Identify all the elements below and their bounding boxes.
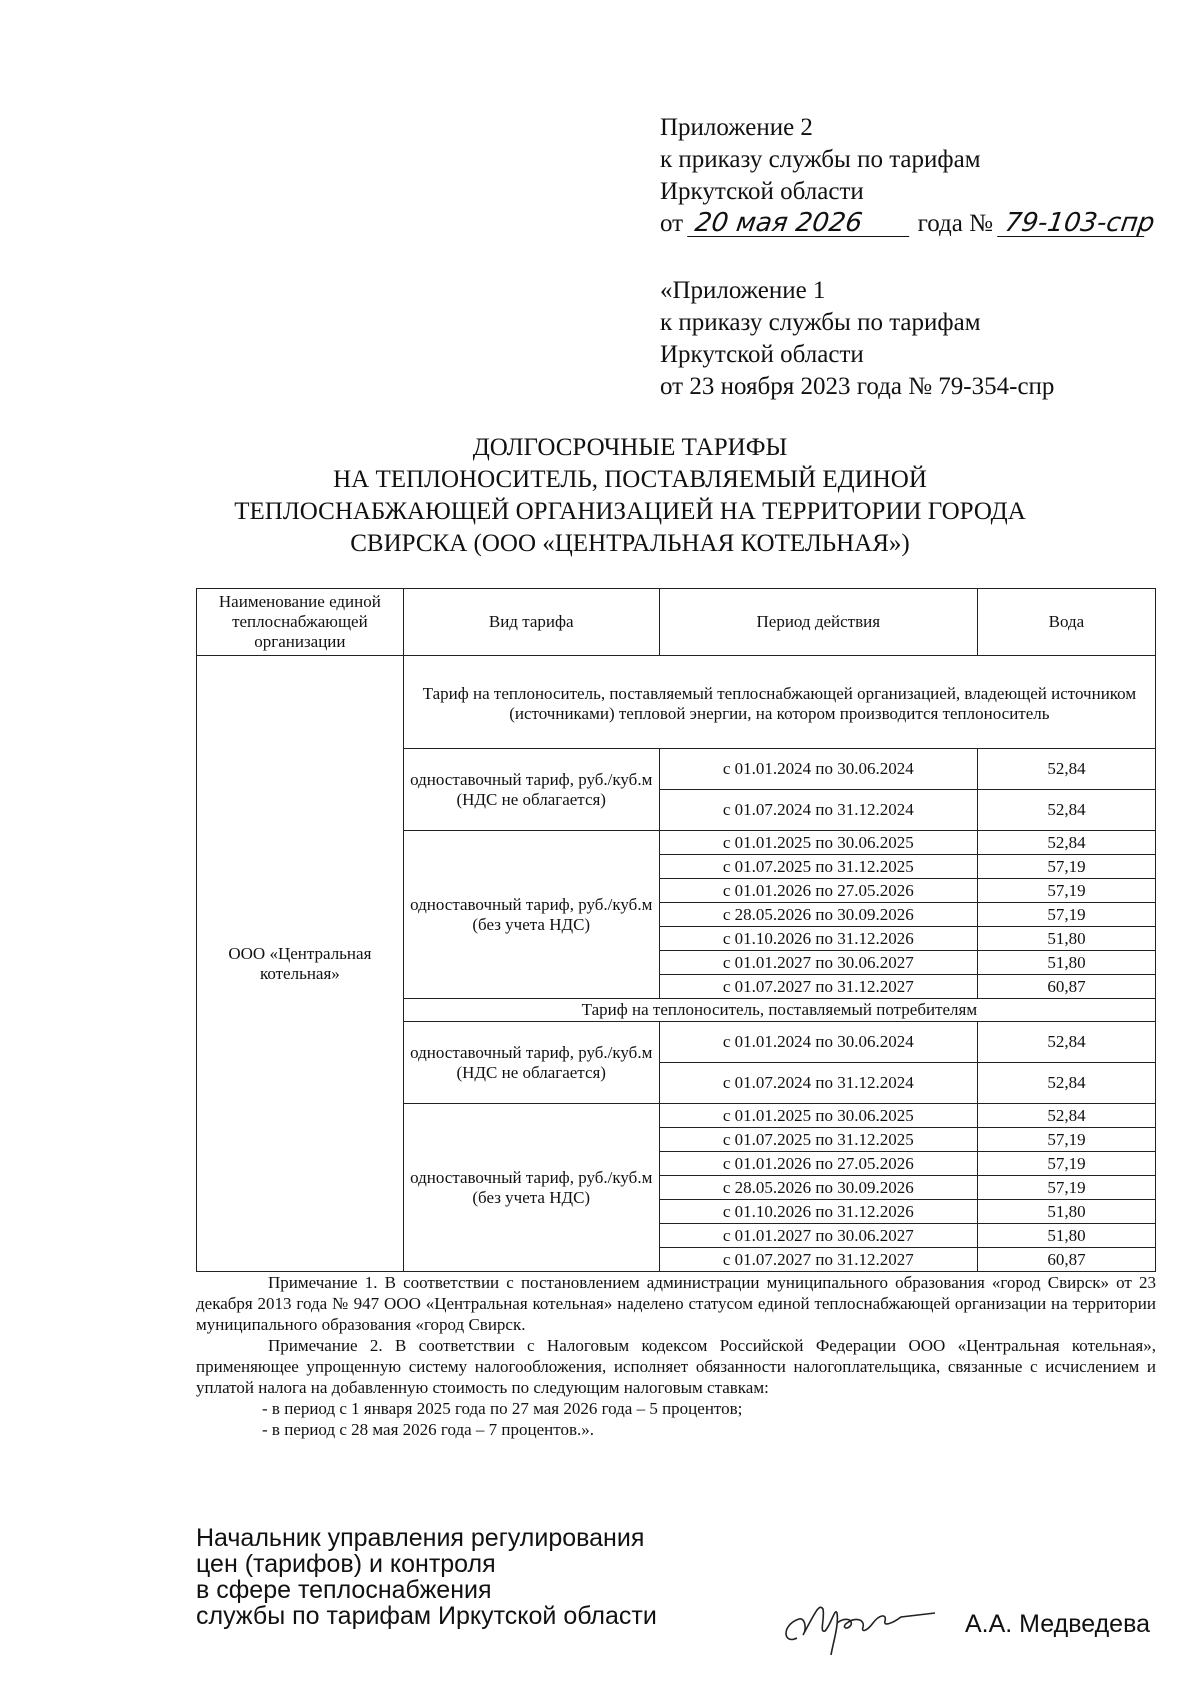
tariff-table — [196, 588, 1156, 1272]
signer-name: А.А. Медведева — [965, 1610, 1150, 1638]
tariff-type-cell: одноставочный тариф, руб./куб.м (без учета НДС) — [403, 1104, 659, 1272]
water-value-cell: 60,87 — [977, 1248, 1155, 1272]
period-cell: с 01.01.2025 по 30.06.2025 — [659, 1104, 977, 1128]
period-cell: с 01.01.2027 по 30.06.2027 — [659, 951, 977, 975]
note-2: Примечание 2. В соответствии с Налоговым кодексом Российской Федерации ООО «Центральная котельная», применяющее упрощенную систему налогообложения, исполняет обязанности налогоплательщика, связанные с исчислением и уплатой налога на добавленную стоимость по следующим налоговым ставкам: — [196, 1336, 1156, 1397]
water-value-cell: 52,84 — [977, 1104, 1155, 1128]
water-value-cell: 51,80 — [977, 927, 1155, 951]
water-value-cell: 52,84 — [977, 831, 1155, 855]
document-title — [180, 432, 1080, 560]
appendix-2-line-2: к приказу службы по тарифам — [660, 146, 981, 173]
period-cell: с 01.10.2026 по 31.12.2026 — [659, 1200, 977, 1224]
period-cell: с 01.01.2027 по 30.06.2027 — [659, 1224, 977, 1248]
period-cell: с 01.01.2026 по 27.05.2026 — [659, 1152, 977, 1176]
water-value-cell: 57,19 — [977, 1176, 1155, 1200]
water-value-cell: 57,19 — [977, 1152, 1155, 1176]
title-line-2: НА ТЕПЛОНОСИТЕЛЬ, ПОСТАВЛЯЕМЫЙ ЕДИНОЙ — [333, 466, 927, 493]
period-cell: с 28.05.2026 по 30.09.2026 — [659, 903, 977, 927]
appendix-2-date-line — [660, 208, 1157, 240]
period-cell: с 01.01.2025 по 30.06.2025 — [659, 831, 977, 855]
water-value-cell: 60,87 — [977, 975, 1155, 999]
period-cell: с 01.01.2024 по 30.06.2024 — [659, 1022, 977, 1063]
signer-position — [196, 1525, 657, 1629]
date-prefix: от — [660, 210, 684, 237]
period-cell: с 01.07.2024 по 31.12.2024 — [659, 790, 977, 831]
tariff-type-cell: одноставочный тариф, руб./куб.м (НДС не облагается) — [403, 749, 659, 831]
section-2-title: Тариф на теплоноситель, поставляемый потребителям — [403, 999, 1155, 1022]
water-value-cell: 51,80 — [977, 1200, 1155, 1224]
water-value-cell: 57,19 — [977, 903, 1155, 927]
appendix-1-line-3: Иркутской области — [660, 341, 864, 368]
water-value-cell: 52,84 — [977, 790, 1155, 831]
header-period: Период действия — [659, 589, 977, 656]
note-2-bullet-2: - в период с 28 мая 2026 года – 7 процентов.». — [262, 1420, 594, 1439]
period-cell: с 01.07.2025 по 31.12.2025 — [659, 855, 977, 879]
water-value-cell: 52,84 — [977, 1022, 1155, 1063]
note-1: Примечание 1. В соответствии с постановлением администрации муниципального образования «город Свирск» от 23 декабря 2013 года № 947 ООО «Центральная котельная» наделено статусом единой теплоснабжающей организации на территории муниципального образования «город Свирск. — [196, 1273, 1156, 1334]
period-cell: с 28.05.2026 по 30.09.2026 — [659, 1176, 977, 1200]
org-name-cell: ООО «Центральная котельная» — [197, 656, 404, 1272]
handwritten-signature-icon — [775, 1583, 945, 1663]
water-value-cell: 51,80 — [977, 951, 1155, 975]
handwritten-date: 20 мая 2026 — [687, 210, 913, 237]
period-cell: с 01.07.2025 по 31.12.2025 — [659, 1128, 977, 1152]
appendix-1-line-1: «Приложение 1 — [660, 277, 826, 304]
handwritten-order-number: 79-103-спр — [997, 210, 1148, 237]
signer-line-1: Начальник управления регулирования — [196, 1524, 645, 1552]
water-value-cell: 57,19 — [977, 1128, 1155, 1152]
period-cell: с 01.07.2027 по 31.12.2027 — [659, 975, 977, 999]
appendix-2-line-3: Иркутской области — [660, 178, 864, 205]
signer-line-2: цен (тарифов) и контроля — [196, 1550, 496, 1578]
tariff-type-cell: одноставочный тариф, руб./куб.м (НДС не облагается) — [403, 1022, 659, 1104]
table-header-row — [197, 589, 1156, 656]
header-water: Вода — [977, 589, 1155, 656]
water-value-cell: 51,80 — [977, 1224, 1155, 1248]
appendix-1-line-4: от 23 ноября 2023 года № 79-354-спр — [660, 373, 1055, 400]
note-2-bullet-1: - в период с 1 января 2025 года по 27 мая 2026 года – 5 процентов; — [262, 1399, 743, 1418]
title-line-3: ТЕПЛОСНАБЖАЮЩЕЙ ОРГАНИЗАЦИЕЙ НА ТЕРРИТОРИИ ГОРОДА — [234, 498, 1026, 525]
signer-line-3: в сфере теплоснабжения — [196, 1576, 492, 1604]
period-cell: с 01.01.2026 по 27.05.2026 — [659, 879, 977, 903]
appendix-2-block — [660, 112, 1157, 240]
header-org: Наименование единой теплоснабжающей организации — [197, 589, 404, 656]
appendix-1-line-2: к приказу службы по тарифам — [660, 309, 981, 336]
title-line-1: ДОЛГОСРОЧНЫЕ ТАРИФЫ — [472, 434, 788, 461]
notes-block — [196, 1272, 1156, 1440]
tariff-type-cell: одноставочный тариф, руб./куб.м (без учета НДС) — [403, 831, 659, 999]
water-value-cell: 52,84 — [977, 749, 1155, 790]
title-line-4: СВИРСКА (ООО «ЦЕНТРАЛЬНАЯ КОТЕЛЬНАЯ») — [350, 530, 910, 557]
appendix-2-line-1: Приложение 2 — [660, 114, 813, 141]
water-value-cell: 57,19 — [977, 855, 1155, 879]
appendix-1-block — [660, 275, 1054, 403]
section-1-title: Тариф на теплоноситель, поставляемый теплоснабжающей организацией, владеющей источником (источниками) тепловой энергии, на котором производится теплоноситель — [403, 656, 1155, 749]
header-type: Вид тарифа — [403, 589, 659, 656]
period-cell: с 01.07.2027 по 31.12.2027 — [659, 1248, 977, 1272]
signer-line-4: службы по тарифам Иркутской области — [196, 1602, 657, 1630]
water-value-cell: 52,84 — [977, 1063, 1155, 1104]
year-number-label: года № — [917, 210, 993, 237]
period-cell: с 01.10.2026 по 31.12.2026 — [659, 927, 977, 951]
period-cell: с 01.01.2024 по 30.06.2024 — [659, 749, 977, 790]
section-1-row — [197, 656, 1156, 749]
period-cell: с 01.07.2024 по 31.12.2024 — [659, 1063, 977, 1104]
water-value-cell: 57,19 — [977, 879, 1155, 903]
